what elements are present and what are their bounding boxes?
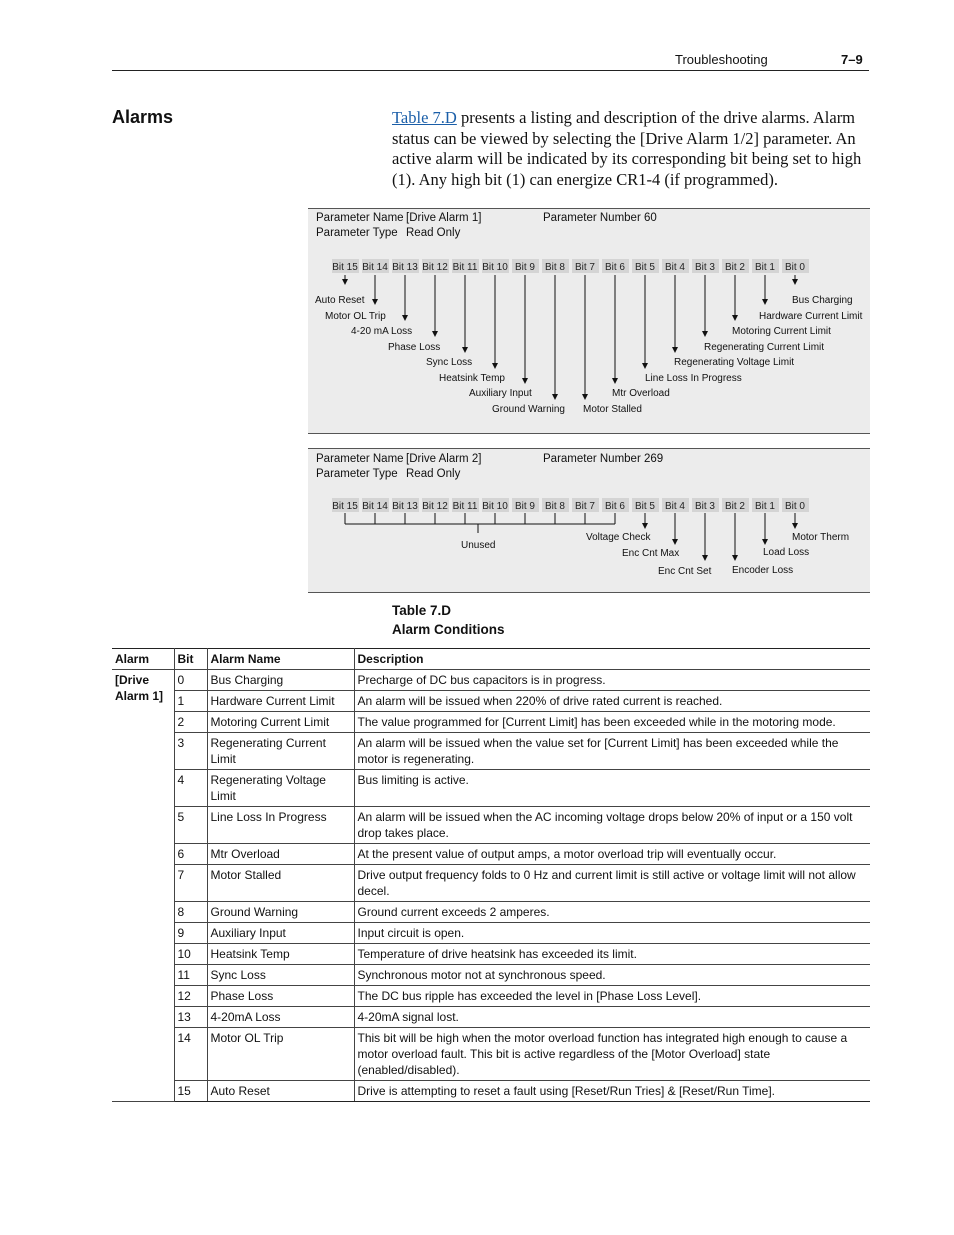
- intro-paragraph: [392, 108, 870, 190]
- bit-label: Bit 11: [452, 262, 478, 273]
- bit-label: Bit 14: [362, 501, 388, 512]
- param-name-value: [Drive Alarm 2]: [406, 453, 482, 465]
- bit-cell: 15: [174, 1081, 207, 1102]
- running-header-section: Troubleshooting: [675, 52, 768, 67]
- intro-text: presents a listing and description of the drive alarms. Alarm status can be viewed by selecting the [Drive Alarm 1/2] parameter. An active alarm will be indicated by its corresponding bit being set to high (1). Any high bit (1) can energize CR1-4 (if programmed).: [392, 108, 862, 189]
- table-row: [112, 1081, 870, 1102]
- arrow-head: [762, 539, 768, 545]
- bit-label: Bit 1: [754, 262, 776, 273]
- arrow-head: [672, 347, 678, 353]
- arrow-head: [612, 378, 618, 384]
- header-rule: [112, 70, 869, 71]
- bit-label: Bit 13: [392, 262, 418, 273]
- alarm-name-cell: Motor OL Trip: [207, 1028, 354, 1081]
- arrow-head: [702, 555, 708, 561]
- bit-label: Bit 7: [574, 262, 596, 273]
- bit-label: Bit 4: [664, 262, 686, 273]
- bit-cell: 8: [174, 902, 207, 923]
- bit-label: Bit 15: [332, 262, 358, 273]
- table-row: [112, 865, 870, 902]
- alarm-name-cell: Auxiliary Input: [207, 923, 354, 944]
- bit-label: Bit 13: [392, 501, 418, 512]
- unused-label: Unused: [461, 540, 496, 551]
- alarm-name-cell: Line Loss In Progress: [207, 807, 354, 844]
- description-cell: This bit will be high when the motor overload function has integrated high enough to cause a motor overload fault. This bit is active regardless of the [Motor Overload] state (enabled/disabled).: [354, 1028, 870, 1081]
- arrow-head: [342, 279, 348, 285]
- bit-label: Bit 14: [362, 262, 388, 273]
- bit-cell: 0: [174, 670, 207, 691]
- param-type-label: Parameter Type: [316, 227, 398, 239]
- table-row: [112, 944, 870, 965]
- alarm-name-cell: 4-20mA Loss: [207, 1007, 354, 1028]
- alarm-bit-label: Encoder Loss: [732, 565, 794, 576]
- description-cell: Synchronous motor not at synchronous speed.: [354, 965, 870, 986]
- bit-cell: 11: [174, 965, 207, 986]
- bit-cell: 6: [174, 844, 207, 865]
- table-row: [112, 923, 870, 944]
- alarm-bit-label: Enc Cnt Set: [658, 566, 712, 577]
- param-type-label: Parameter Type: [316, 468, 398, 480]
- table-row: [112, 807, 870, 844]
- table-header-row: [112, 649, 870, 670]
- alarm-name-cell: Heatsink Temp: [207, 944, 354, 965]
- arrow-head: [432, 331, 438, 337]
- bit-label: Bit 9: [514, 262, 536, 273]
- description-cell: Bus limiting is active.: [354, 770, 870, 807]
- table-row: [112, 844, 870, 865]
- arrow-head: [462, 347, 468, 353]
- alarm-bit-label: Ground Warning: [492, 404, 565, 415]
- bit-label: Bit 8: [544, 501, 566, 512]
- alarm-bit-label: Line Loss In Progress: [645, 373, 742, 384]
- table-row: [112, 670, 870, 691]
- section-title: Alarms: [112, 107, 174, 127]
- bit-cell: 10: [174, 944, 207, 965]
- alarm-name-cell: Bus Charging: [207, 670, 354, 691]
- bit-label: Bit 6: [604, 262, 626, 273]
- param-name-value: [Drive Alarm 1]: [406, 212, 482, 224]
- drive-alarm-2-diagram: [308, 448, 870, 593]
- alarm-bit-label: Voltage Check: [586, 532, 651, 543]
- bit-cell: 1: [174, 691, 207, 712]
- bit-map-1: [308, 209, 870, 433]
- alarm-bit-label: Mtr Overload: [612, 388, 670, 399]
- bit-map-2: [308, 449, 870, 592]
- alarm-bit-label: Load Loss: [763, 547, 810, 558]
- table-row: [112, 691, 870, 712]
- description-cell: Ground current exceeds 2 amperes.: [354, 902, 870, 923]
- bit-label: Bit 11: [452, 501, 478, 512]
- bit-cell: 2: [174, 712, 207, 733]
- arrow-head: [642, 363, 648, 369]
- bit-label: Bit 0: [784, 501, 806, 512]
- alarm-name-cell: Phase Loss: [207, 986, 354, 1007]
- alarm-bit-label: Auto Reset: [315, 295, 365, 306]
- bit-label: Bit 5: [634, 262, 656, 273]
- alarm-bit-label: Regenerating Current Limit: [704, 342, 825, 353]
- alarm-name-cell: Sync Loss: [207, 965, 354, 986]
- param-type-value: Read Only: [406, 468, 461, 480]
- bit-label: Bit 6: [604, 501, 626, 512]
- alarm-name-cell: Mtr Overload: [207, 844, 354, 865]
- alarm-bit-label: Sync Loss: [426, 357, 473, 368]
- bit-cell: 13: [174, 1007, 207, 1028]
- table-row: [112, 712, 870, 733]
- arrow-head: [732, 555, 738, 561]
- alarm-bit-label: Motor Therm: [792, 532, 850, 543]
- table-number: Table 7.D: [392, 603, 452, 618]
- bit-label: Bit 4: [664, 501, 686, 512]
- description-cell: Precharge of DC bus capacitors is in progress.: [354, 670, 870, 691]
- description-cell: An alarm will be issued when the value set for [Current Limit] has been exceeded while the motor is regenerating.: [354, 733, 870, 770]
- description-cell: The DC bus ripple has exceeded the level in [Phase Loss Level].: [354, 986, 870, 1007]
- description-cell: Input circuit is open.: [354, 923, 870, 944]
- bit-label: Bit 12: [422, 501, 448, 512]
- table-row: [112, 1028, 870, 1081]
- bit-cell: 5: [174, 807, 207, 844]
- alarm-bit-label: 4-20 mA Loss: [351, 326, 413, 337]
- alarm-name-cell: Hardware Current Limit: [207, 691, 354, 712]
- arrow-head: [492, 363, 498, 369]
- alarm-bit-label: Enc Cnt Max: [622, 548, 680, 559]
- page-number: 7–9: [841, 52, 863, 67]
- bit-label: Bit 10: [482, 262, 508, 273]
- table-row: [112, 986, 870, 1007]
- alarm-bit-label: Hardware Current Limit: [759, 311, 863, 322]
- table-link[interactable]: Table 7.D: [392, 108, 457, 127]
- table-title: Alarm Conditions: [392, 622, 505, 637]
- bit-label: Bit 15: [332, 501, 358, 512]
- bit-label: Bit 2: [724, 262, 746, 273]
- arrow-head: [372, 299, 378, 305]
- alarm-bit-label: Heatsink Temp: [439, 373, 505, 384]
- table-row: [112, 733, 870, 770]
- arrow-head: [672, 539, 678, 545]
- description-cell: An alarm will be issued when 220% of drive rated current is reached.: [354, 691, 870, 712]
- table-row: [112, 1007, 870, 1028]
- alarm-bit-label: Motoring Current Limit: [732, 326, 831, 337]
- alarm-bit-label: Bus Charging: [792, 295, 853, 306]
- param-type-value: Read Only: [406, 227, 461, 239]
- alarm-group: [Drive Alarm 1]: [112, 670, 174, 1102]
- alarm-bit-label: Motor Stalled: [583, 404, 642, 415]
- description-cell: Temperature of drive heatsink has exceeded its limit.: [354, 944, 870, 965]
- arrow-head: [762, 299, 768, 305]
- arrow-head: [642, 523, 648, 529]
- column-header: Bit: [174, 649, 207, 670]
- drive-alarm-1-diagram: [308, 208, 870, 434]
- bit-label: Bit 5: [634, 501, 656, 512]
- alarm-name-cell: Auto Reset: [207, 1081, 354, 1102]
- param-number: Parameter Number 60: [543, 212, 657, 224]
- arrow-head: [732, 315, 738, 321]
- bit-label: Bit 0: [784, 262, 806, 273]
- bit-label: Bit 3: [694, 501, 716, 512]
- bit-label: Bit 8: [544, 262, 566, 273]
- bit-cell: 14: [174, 1028, 207, 1081]
- alarm-bit-label: Auxiliary Input: [469, 388, 532, 399]
- table-row: [112, 902, 870, 923]
- arrow-head: [792, 523, 798, 529]
- bit-cell: 7: [174, 865, 207, 902]
- bit-cell: 3: [174, 733, 207, 770]
- bit-label: Bit 9: [514, 501, 536, 512]
- arrow-head: [402, 315, 408, 321]
- param-name-label: Parameter Name: [316, 453, 404, 465]
- description-cell: An alarm will be issued when the AC incoming voltage drops below 20% of input or a 150 volt drop takes place.: [354, 807, 870, 844]
- bit-cell: 9: [174, 923, 207, 944]
- alarm-conditions-table: [112, 648, 870, 1102]
- alarm-name-cell: Ground Warning: [207, 902, 354, 923]
- bit-cell: 4: [174, 770, 207, 807]
- bit-label: Bit 10: [482, 501, 508, 512]
- description-cell: The value programmed for [Current Limit] has been exceeded while in the motoring mode.: [354, 712, 870, 733]
- param-name-label: Parameter Name: [316, 212, 404, 224]
- alarm-name-cell: Regenerating Current Limit: [207, 733, 354, 770]
- param-number: Parameter Number 269: [543, 453, 664, 465]
- table-row: [112, 770, 870, 807]
- alarm-name-cell: Motor Stalled: [207, 865, 354, 902]
- column-header: Alarm: [112, 649, 174, 670]
- alarm-bit-label: Regenerating Voltage Limit: [674, 357, 795, 368]
- description-cell: At the present value of output amps, a motor overload trip will eventually occur.: [354, 844, 870, 865]
- arrow-head: [522, 378, 528, 384]
- description-cell: 4-20mA signal lost.: [354, 1007, 870, 1028]
- bit-label: Bit 12: [422, 262, 448, 273]
- arrow-head: [702, 331, 708, 337]
- column-header: Alarm Name: [207, 649, 354, 670]
- alarm-bit-label: Motor OL Trip: [325, 311, 386, 322]
- column-header: Description: [354, 649, 870, 670]
- alarm-name-cell: Motoring Current Limit: [207, 712, 354, 733]
- alarm-bit-label: Phase Loss: [388, 342, 441, 353]
- bit-label: Bit 1: [754, 501, 776, 512]
- description-cell: Drive is attempting to reset a fault using [Reset/Run Tries] & [Reset/Run Time].: [354, 1081, 870, 1102]
- bit-label: Bit 3: [694, 262, 716, 273]
- arrow-head: [792, 279, 798, 285]
- description-cell: Drive output frequency folds to 0 Hz and current limit is still active or voltage limit will not allow decel.: [354, 865, 870, 902]
- alarm-name-cell: Regenerating Voltage Limit: [207, 770, 354, 807]
- table-row: [112, 965, 870, 986]
- arrow-head: [582, 394, 588, 400]
- bit-cell: 12: [174, 986, 207, 1007]
- bit-label: Bit 7: [574, 501, 596, 512]
- arrow-head: [552, 394, 558, 400]
- bit-label: Bit 2: [724, 501, 746, 512]
